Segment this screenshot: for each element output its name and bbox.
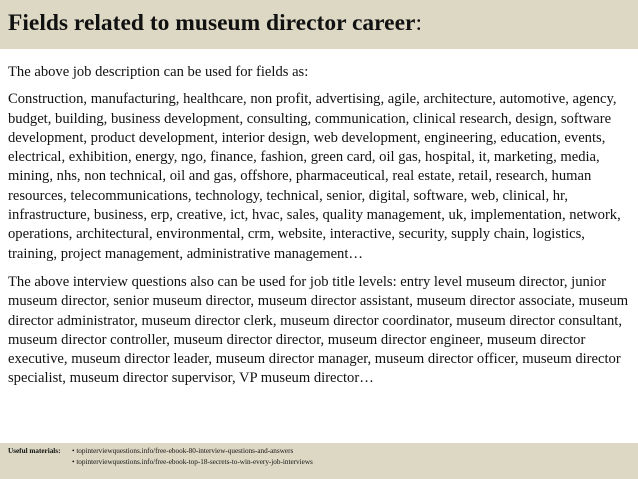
job-levels-paragraph: The above interview questions also can be used for job title levels: entry level museum director, junior museum director, senior museum director, museum director assistant, museum director associate, museum director administrator, museum director clerk, museum director coordinator, museum director consultant, museum director controller, museum director director, museum director engineer, museum director executive, museum director leader, museum director manager, museum director officer, museum director specialist, museum director supervisor, VP museum director… [8, 273, 629, 387]
footer-row-2 [8, 457, 638, 468]
page-title [8, 10, 422, 36]
footer-row-1 [8, 446, 638, 457]
footer-label: Useful materials: [8, 447, 61, 455]
footer-link-ebook-18-secrets[interactable]: • topinterviewquestions.info/free-ebook-top-18-secrets-to-win-every-job-interviews [72, 457, 313, 466]
page-title-colon: : [415, 10, 422, 36]
content-body [8, 63, 632, 398]
footer-link-ebook-80-questions[interactable]: • topinterviewquestions.info/free-ebook-80-interview-questions-and-answers [72, 447, 294, 455]
footer-label-spacer [8, 457, 72, 468]
footer-bar [0, 443, 638, 479]
intro-paragraph: The above job description can be used for fields as: [8, 64, 309, 80]
title-bar [0, 0, 638, 49]
page-title-main: Fields related to museum director career [8, 10, 416, 36]
fields-paragraph: Construction, manufacturing, healthcare, non profit, advertising, agile, architecture, automotive, agency, budget, building, business development, consulting, communication, clinical research, design, software development, product development, interior design, web development, engineering, education, events, electrical, exhibition, energy, ngo, finance, fashion, green card, oil gas, hospital, it, marketing, media, mining, nhs, non technical, oil and gas, offshore, pharmaceutical, real estate, retail, research, human resources, telecommunications, technology, technical, senior, digital, software, web, clinical, hr, infrastructure, business, erp, creative, ict, hvac, sales, quality management, uk, implementation, network, operations, architectural, environmental, crm, website, interactive, security, supply chain, logistics, training, project management, administrative management… [8, 91, 621, 262]
